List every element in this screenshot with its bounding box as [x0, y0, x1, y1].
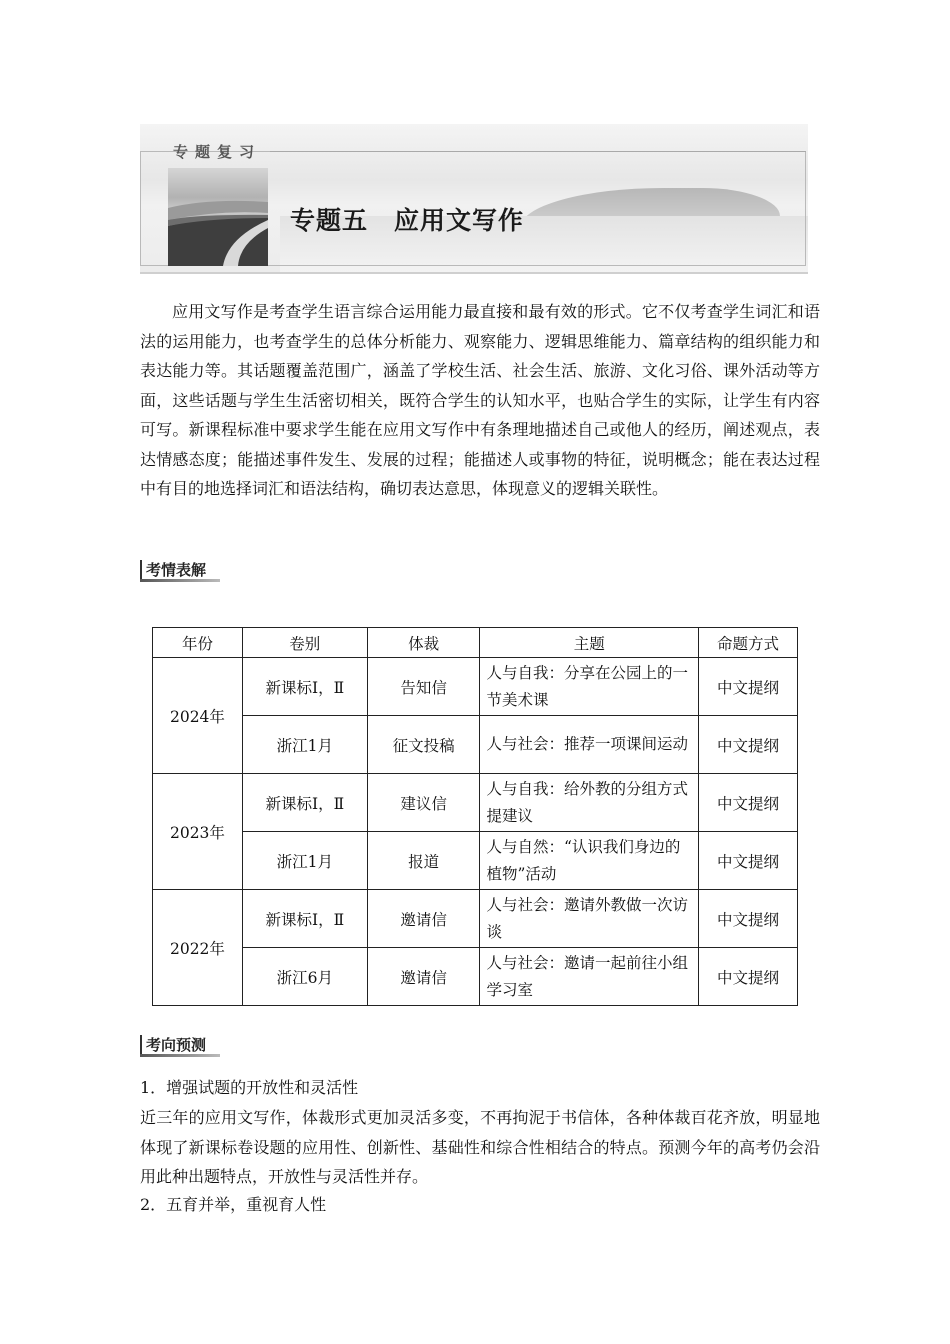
chapter-banner [140, 124, 808, 274]
topic-cell: 人与社会：邀请外教做一次访谈 [480, 890, 699, 948]
intro-paragraph: 应用文写作是考查学生语言综合运用能力最直接和最有效的形式。它不仅考查学生词汇和语法的运用能力，也考查学生的总体分析能力、观察能力、逻辑思维能力、篇章结构的组织能力和表达能力等。其话题覆盖范围广，涵盖了学校生活、社会生活、旅游、文化习俗、课外活动等方面，这些话题与学生生活密切相关，既符合学生的认知水平，也贴合学生的实际，让学生有内容可写。新课程标准中要求学生能在应用文写作中有条理地描述自己或他人的经历，阐述观点，表达情感态度；能描述事件发生、发展的过程；能描述人或事物的特征，说明概念；能在表达过程中有目的地选择词汇和语法结构，确切表达意思，体现意义的逻辑关联性。 [140, 302, 820, 498]
genre-cell: 邀请信 [367, 890, 480, 948]
forecast-item-body: 近三年的应用文写作，体裁形式更加灵活多变，不再拘泥于书信体，各种体裁百花齐放，明显地体现了新课标卷设题的应用性、创新性、基础性和综合性相结合的特点。预测今年的高考仍会沿用此种出题特点，开放性与灵活性并存。 [140, 1108, 820, 1186]
table-row [153, 774, 798, 832]
chapter-title: 专题五 应用文写作 [290, 206, 525, 235]
table-header-cell: 主题 [480, 628, 699, 658]
genre-cell: 建议信 [367, 774, 480, 832]
forecast-item-heading: 1．增强试题的开放性和灵活性 [140, 1078, 359, 1097]
genre-cell: 报道 [367, 832, 480, 890]
exam-overview-table [152, 627, 798, 1006]
forecast-item-heading: 2．五育并举，重视育人性 [140, 1195, 327, 1214]
paper-cell: 新课标Ⅰ，Ⅱ [242, 890, 367, 948]
method-cell: 中文提纲 [699, 716, 798, 774]
topic-cell: 人与社会：邀请一起前往小组学习室 [480, 948, 699, 1006]
year-cell: 2024年 [153, 658, 243, 774]
topic-cell: 人与社会：推荐一项课间运动 [480, 716, 699, 774]
table-header-cell: 体裁 [367, 628, 480, 658]
genre-cell: 告知信 [367, 658, 480, 716]
genre-cell: 邀请信 [367, 948, 480, 1006]
method-cell: 中文提纲 [699, 948, 798, 1006]
method-cell: 中文提纲 [699, 658, 798, 716]
paper-cell: 新课标Ⅰ，Ⅱ [242, 658, 367, 716]
table-header-cell: 年份 [153, 628, 243, 658]
table-row [153, 658, 798, 716]
section-label-trend-forecast: 考向预测 [140, 1033, 206, 1057]
method-cell: 中文提纲 [699, 890, 798, 948]
method-cell: 中文提纲 [699, 774, 798, 832]
topic-cell: 人与自我：给外教的分组方式提建议 [480, 774, 699, 832]
method-cell: 中文提纲 [699, 832, 798, 890]
year-cell: 2023年 [153, 774, 243, 890]
topic-cell: 人与自然：“认识我们身边的植物”活动 [480, 832, 699, 890]
banner-road-photo [168, 168, 268, 266]
table-row [153, 832, 798, 890]
banner-rule [270, 151, 806, 152]
paper-cell: 浙江1月 [242, 716, 367, 774]
table-row [153, 948, 798, 1006]
paper-cell: 浙江1月 [242, 832, 367, 890]
table-row [153, 716, 798, 774]
table-header-cell: 命题方式 [699, 628, 798, 658]
table-header-row [153, 628, 798, 658]
section-label-exam-overview: 考情表解 [140, 558, 206, 582]
paper-cell: 新课标Ⅰ，Ⅱ [242, 774, 367, 832]
paper-cell: 浙江6月 [242, 948, 367, 1006]
genre-cell: 征文投稿 [367, 716, 480, 774]
topic-cell: 人与自我：分享在公园上的一节美术课 [480, 658, 699, 716]
banner-kicker: 专题复习 [173, 143, 262, 161]
table-row [153, 890, 798, 948]
table-header-cell: 卷别 [242, 628, 367, 658]
year-cell: 2022年 [153, 890, 243, 1006]
